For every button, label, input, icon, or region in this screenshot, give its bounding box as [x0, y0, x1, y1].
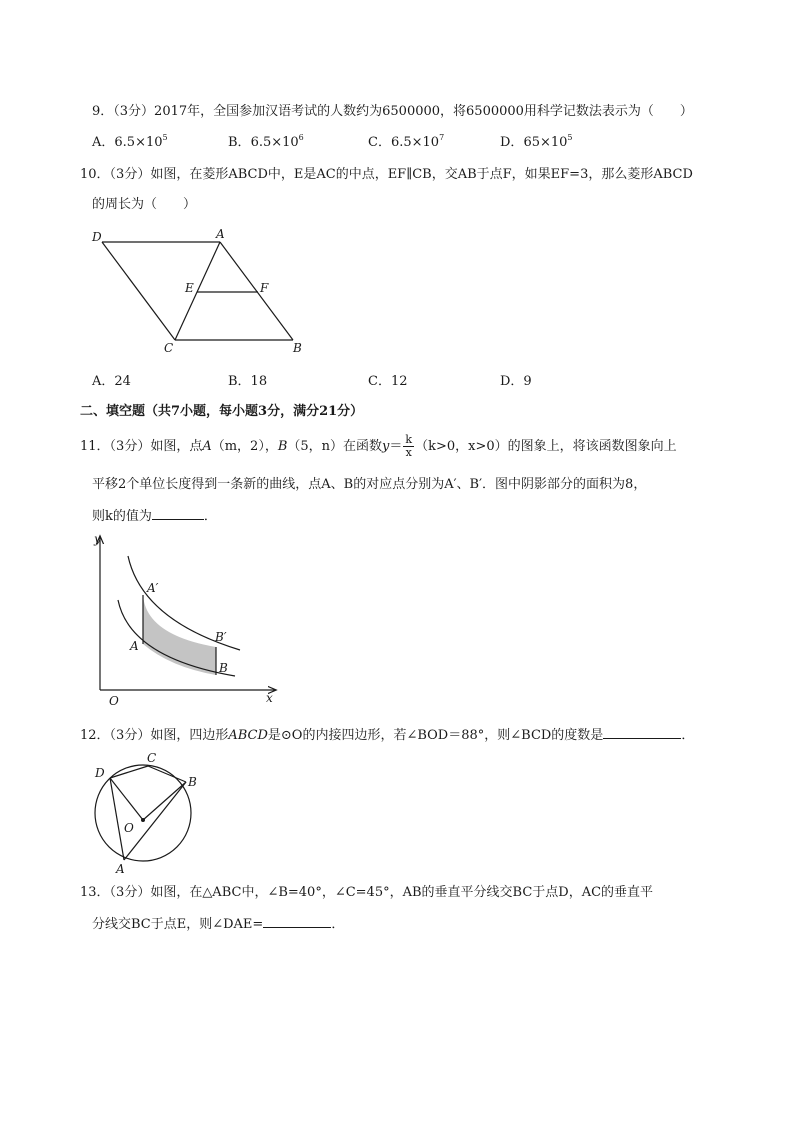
q11-label-y: y	[94, 532, 101, 546]
q11-label-o: O	[109, 694, 119, 708]
q11-fraction: $\frac{k}{x}$	[405, 433, 413, 459]
q11-label-b: B	[219, 661, 228, 675]
q13-answer-blank[interactable]	[263, 915, 331, 928]
q12-label-o: O	[124, 821, 134, 835]
q10-stem-line2: 的周长为（ ）	[92, 197, 197, 212]
q11-label-b-prime: B′	[215, 630, 227, 644]
q10-stem-line1: 10．（3分）如图，在菱形ABCD中，E是AC的中点，EF∥CB，交AB于点F，如果EF=3，那么菱形ABCD	[80, 167, 693, 182]
q10-option-c: C．12	[368, 374, 408, 389]
q12-label-a: A	[116, 862, 125, 876]
q12-label-d: D	[95, 766, 105, 780]
q10-label-c: C	[164, 341, 174, 355]
q11-label-a-prime: A′	[147, 581, 159, 595]
q10-option-b: B．18	[228, 374, 268, 389]
q10-option-a: A．24	[92, 374, 131, 389]
q9-stem: 9．（3分）2017年，全国参加汉语考试的人数约为6500000，将6500000用科学记数法表示为（ ）	[92, 104, 693, 119]
q10-label-d: D	[92, 230, 102, 244]
q12-label-c: C	[147, 751, 157, 765]
q12-label-b: B	[188, 775, 197, 789]
q9-option-a: A．$6.5\times 10^5$	[92, 133, 168, 150]
q13-stem-line2: 分线交BC于点E，则∠DAE= ．	[92, 917, 345, 932]
q11-label-a: A	[130, 639, 139, 653]
q10-option-d: D．9	[500, 374, 532, 389]
q12-stem: 12．（3分）如图，四边形ABCD是⊙O的内接四边形，若∠BOD＝88°，则∠BCD的度数是 ．	[80, 728, 695, 743]
q9-option-d: D．$65\times 10^5$	[500, 133, 573, 150]
q10-label-b: B	[293, 341, 302, 355]
section-2-title: 二、填空题（共7小题，每小题3分，满分21分）	[80, 404, 364, 419]
q11-stem-line2: 平移2个单位长度得到一条新的曲线，点A、B的对应点分别为A′、B′．图中阴影部分的面积为8，	[92, 477, 647, 492]
q11-label-x: x	[266, 691, 273, 705]
q11-stem-line3: 则k的值为 ．	[92, 509, 217, 524]
q9-option-b: B．$6.5\times 10^6$	[228, 133, 304, 150]
q13-stem-line1: 13．（3分）如图，在△ABC中，∠B=40°，∠C=45°，AB的垂直平分线交BC于点D，AC的垂直平	[80, 885, 654, 900]
q10-label-a: A	[216, 227, 225, 241]
q11-stem-line1: 11．（3分）如图，点A（m，2），B（5，n）在函数y＝ $\frac{k}{x}$ （k>0，x>0）的图象上，将该函数图象向上	[80, 433, 677, 459]
q9-option-c: C．$6.5\times 10^7$	[368, 133, 445, 150]
q10-label-f: F	[260, 281, 269, 295]
q10-label-e: E	[185, 281, 194, 295]
